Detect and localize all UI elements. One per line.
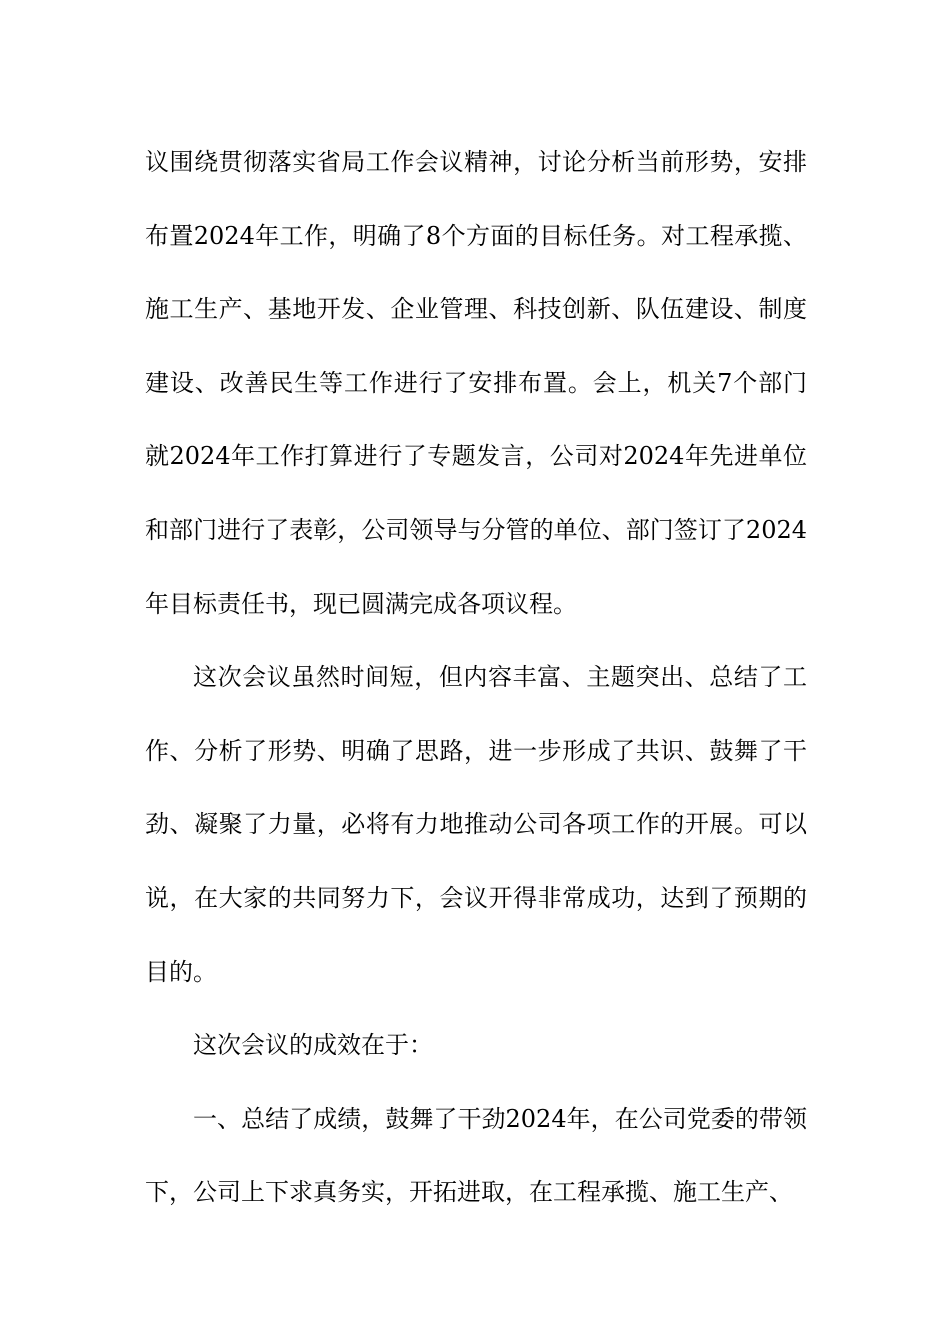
paragraph-results-intro: 这次会议的成效在于： — [193, 1031, 433, 1060]
paragraph-meeting-summary: 这次会议虽然时间短，但内容丰富、主题突出、总结了工作、分析了形势、明确了思路，进一步形成了共识、鼓舞了干劲、凝聚了力量，必将有力地推动公司各项工作的开展。可以说，在大家的共同努力下，会议开得非常成功，达到了预期的目的。 — [145, 663, 807, 986]
paragraph-meeting-agenda: 议围绕贯彻落实省局工作会议精神，讨论分析当前形势，安排布置2024年工作，明确了8个方面的目标任务。对工程承揽、施工生产、基地开发、企业管理、科技创新、队伍建设、制度建设、改善民生等工作进行了安排布置。会上，机关7个部门就2024年工作打算进行了专题发言，公司对2024年先进单位和部门进行了表彰，公司领导与分管的单位、部门签订了2024年目标责任书，现已圆满完成各项议程。 — [145, 148, 807, 618]
paragraph-section-one: 一、总结了成绩，鼓舞了干劲2024年，在公司党委的带领下，公司上下求真务实，开拓进取，在工程承揽、施工生产、 — [145, 1104, 807, 1207]
document-page — [145, 126, 807, 1230]
